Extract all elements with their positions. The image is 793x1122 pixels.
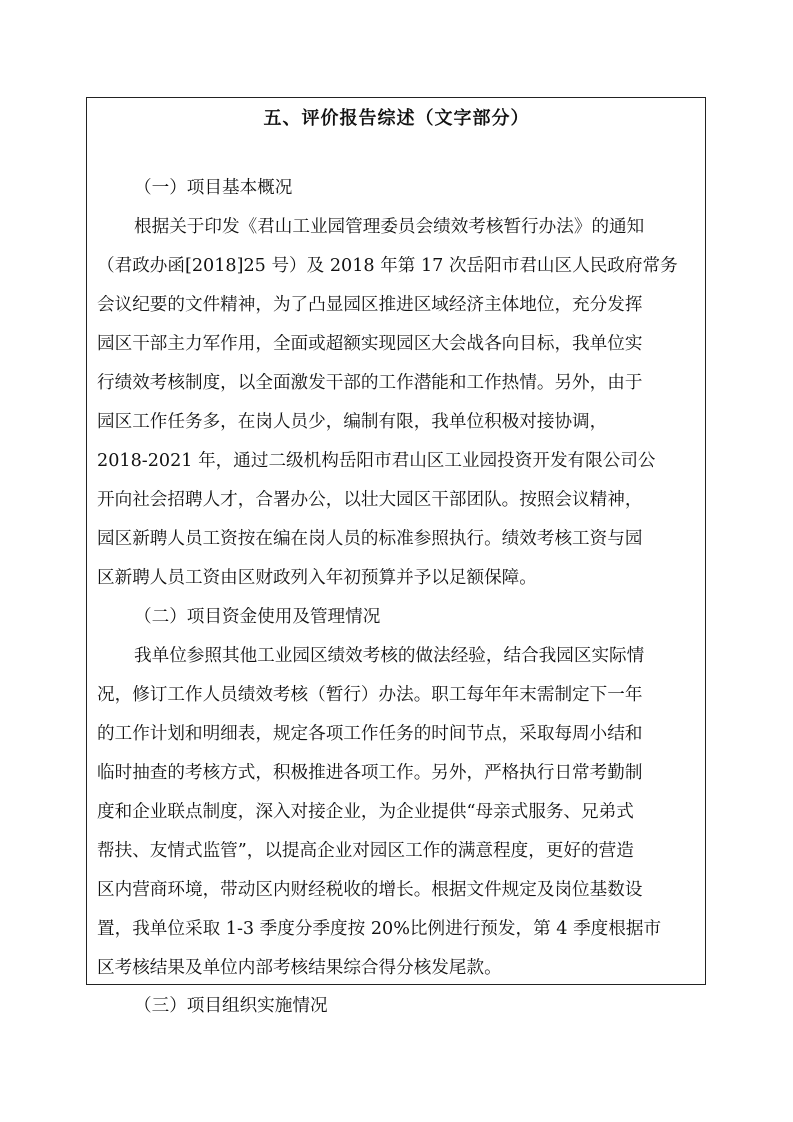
paragraph-line: 园区新聘人员工资按在编在岗人员的标准参照执行。绩效考核工资与园 [97,529,643,549]
section-heading-basic-overview: （一）项目基本概况 [134,178,293,198]
section-heading-funds-usage: （二）项目资金使用及管理情况 [134,607,381,627]
paragraph-line: 行绩效考核制度，以全面激发干部的工作潜能和工作热情。另外，由于 [97,373,643,393]
paragraph-line: 我单位参照其他工业园区绩效考核的做法经验，结合我园区实际情 [134,646,645,666]
paragraph-line: （君政办函[2018]25 号）及 2018 年第 17 次岳阳市君山区人民政府常务 [97,256,678,276]
paragraph-line: 帮扶、友情式监管”，以提高企业对园区工作的满意程度，更好的营造 [97,841,634,861]
paragraph-line: 2018-2021 年，通过二级机构岳阳市君山区工业园投资开发有限公司公 [97,451,656,471]
paragraph-line: 临时抽查的考核方式，积极推进各项工作。另外，严格执行日常考勤制 [97,763,643,783]
paragraph-line: 况，修订工作人员绩效考核（暂行）办法。职工每年年末需制定下一年 [97,685,643,705]
paragraph-line: 区考核结果及单位内部考核结果综合得分核发尾款。 [97,958,502,978]
paragraph-line: 根据关于印发《君山工业园管理委员会绩效考核暂行办法》的通知 [134,217,645,237]
paragraph-line: 度和企业联点制度，深入对接企业，为企业提供“母亲式服务、兄弟式 [97,802,634,822]
paragraph-line: 园区干部主力军作用，全面或超额实现园区大会战各向目标，我单位实 [97,334,643,354]
section-heading-implementation: （三）项目组织实施情况 [134,996,328,1016]
paragraph-line: 区新聘人员工资由区财政列入年初预算并予以足额保障。 [97,568,537,588]
paragraph-line: 园区工作任务多，在岗人员少，编制有限，我单位积极对接协调， [97,412,608,432]
paragraph-line: 的工作计划和明细表，规定各项工作任务的时间节点，采取每周小结和 [97,724,643,744]
section-title: 五、评价报告综述（文字部分） [263,108,530,129]
paragraph-line: 开向社会招聘人才，合署办公，以壮大园区干部团队。按照会议精神， [97,490,643,510]
paragraph-line: 区内营商环境，带动区内财经税收的增长。根据文件规定及岗位基数设 [97,880,643,900]
paragraph-line: 会议纪要的文件精神，为了凸显园区推进区域经济主体地位，充分发挥 [97,295,643,315]
paragraph-line: 置，我单位采取 1-3 季度分季度按 20%比例进行预发，第 4 季度根据市 [97,919,662,939]
